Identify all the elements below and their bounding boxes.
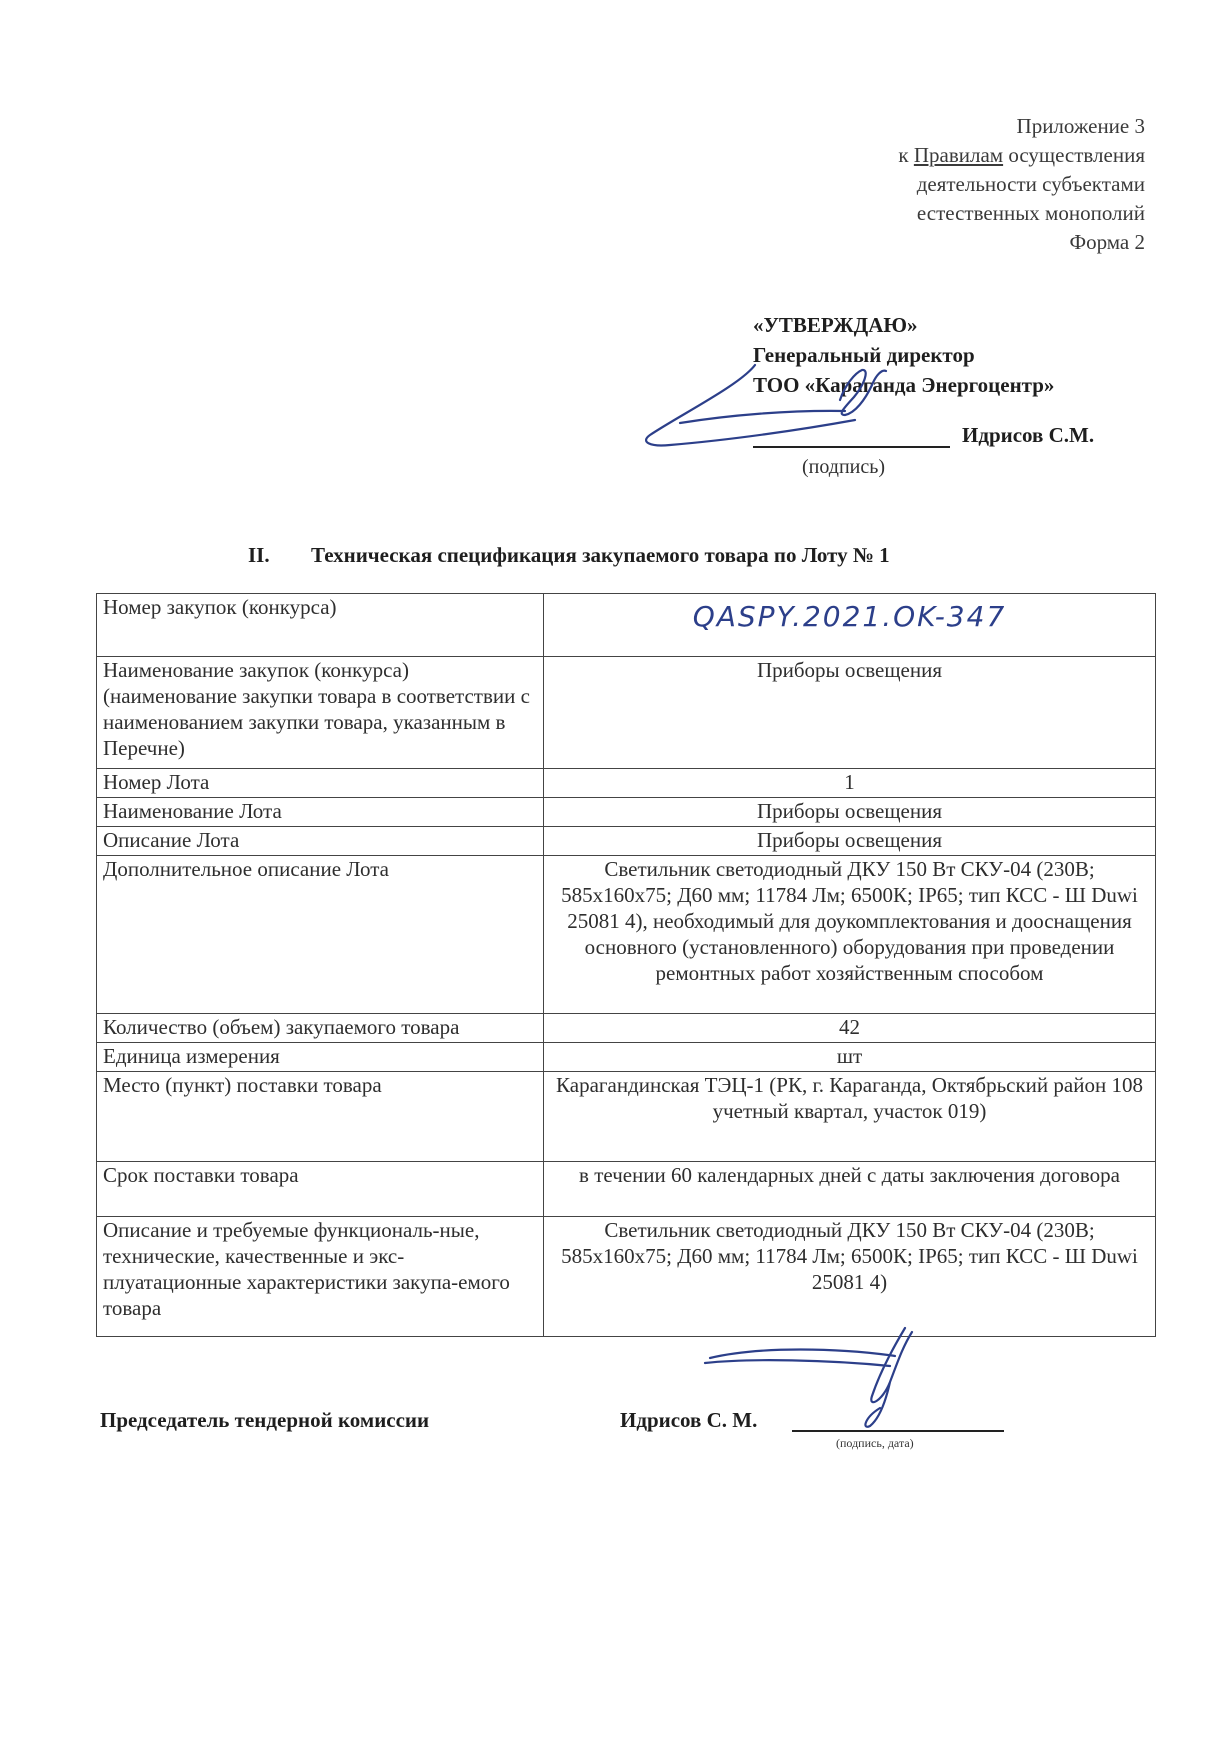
table-row <box>97 827 1156 856</box>
row-value: Приборы освещения <box>544 827 1156 856</box>
appendix-line-1: Приложение 3 <box>1016 114 1145 138</box>
appendix-line-2-suffix: осуществления <box>1003 143 1145 167</box>
approval-title: «УТВЕРЖДАЮ» <box>753 313 918 337</box>
appendix-line-4: естественных монополий <box>916 201 1145 225</box>
procurement-number-handwritten: QASPY.2021.OK-347 <box>692 600 1007 633</box>
row-label: Описание и требуемые функциональ-ные, технические, качественные и экс-плуатационные характеристики закупа-емого товара <box>97 1217 544 1337</box>
specification-table <box>96 593 1156 1337</box>
table-row <box>97 657 1156 769</box>
approval-name: Идрисов С.М. <box>962 423 1095 447</box>
section-number: II. <box>248 543 270 567</box>
table-row <box>97 856 1156 1014</box>
row-value: Карагандинская ТЭЦ-1 (РК, г. Караганда, Октябрьский район 108 учетный квартал, участок 019) <box>544 1072 1156 1162</box>
row-label: Количество (объем) закупаемого товара <box>97 1014 544 1043</box>
approval-position: Генеральный директор <box>753 343 975 367</box>
form-number: Форма 2 <box>1069 230 1145 254</box>
row-label: Место (пункт) поставки товара <box>97 1072 544 1162</box>
row-value: Светильник светодиодный ДКУ 150 Вт СКУ-04 (230В; 585х160х75; Д60 мм; 11784 Лм; 6500К; IP65; тип КСС - Ш Duwi 25081 4), необходимый для доукомплектования и дооснащения основного (установленного) оборудования при проведении ремонтных работ хозяйственным способом <box>544 856 1156 1014</box>
row-value: Светильник светодиодный ДКУ 150 Вт СКУ-04 (230В; 585х160х75; Д60 мм; 11784 Лм; 6500К; IP65; тип КСС - Ш Duwi 25081 4) <box>544 1217 1156 1337</box>
appendix-line-2-prefix: к <box>898 143 914 167</box>
table-row <box>97 1162 1156 1217</box>
chairman-signature-image <box>650 1318 980 1433</box>
appendix-line-3: деятельности субъектами <box>916 172 1145 196</box>
approval-signature-caption: (подпись) <box>802 456 886 478</box>
section-title: Техническая спецификация закупаемого товара по Лоту № 1 <box>311 543 890 567</box>
chairman-signature-caption: (подпись, дата) <box>836 1436 914 1450</box>
table-row <box>97 798 1156 827</box>
row-value: Приборы освещения <box>544 798 1156 827</box>
table-row <box>97 1072 1156 1162</box>
row-value: 42 <box>544 1014 1156 1043</box>
table-row <box>97 1043 1156 1072</box>
table-row <box>97 594 1156 657</box>
row-label: Номер Лота <box>97 769 544 798</box>
chairman-label: Председатель тендерной комиссии <box>100 1408 430 1432</box>
director-signature-image <box>640 345 960 455</box>
row-value: в течении 60 календарных дней с даты заключения договора <box>544 1162 1156 1217</box>
table-row <box>97 769 1156 798</box>
row-label: Срок поставки товара <box>97 1162 544 1217</box>
row-value: шт <box>544 1043 1156 1072</box>
appendix-header <box>898 112 1145 257</box>
table-row <box>97 1217 1156 1337</box>
appendix-line-2 <box>898 141 1145 170</box>
table-row <box>97 1014 1156 1043</box>
chairman-name: Идрисов С. М. <box>620 1408 758 1432</box>
row-label: Описание Лота <box>97 827 544 856</box>
row-value: 1 <box>544 769 1156 798</box>
row-label: Дополнительное описание Лота <box>97 856 544 1014</box>
rules-link[interactable]: Правилам <box>913 143 1004 167</box>
row-label: Номер закупок (конкурса) <box>97 594 544 657</box>
row-value: Приборы освещения <box>544 657 1156 769</box>
approval-company: ТОО «Караганда Энергоцентр» <box>753 373 1055 397</box>
row-value <box>544 594 1156 657</box>
row-label: Наименование Лота <box>97 798 544 827</box>
row-label: Единица измерения <box>97 1043 544 1072</box>
section-heading <box>248 543 890 568</box>
row-label: Наименование закупок (конкурса) (наименование закупки товара в соответствии с наименованием закупки товара, указанным в Перечне) <box>97 657 544 769</box>
